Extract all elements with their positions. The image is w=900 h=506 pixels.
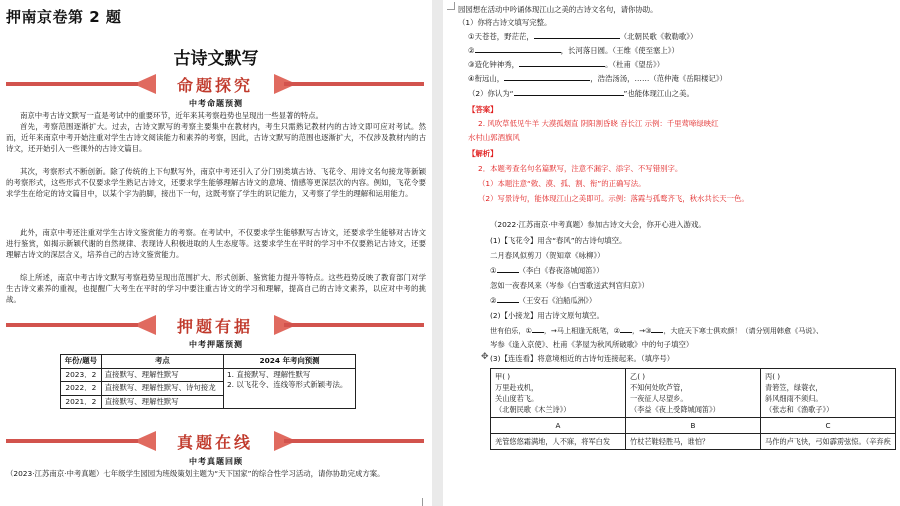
fill-line-5 <box>468 88 900 99</box>
subtitle-forecast: 中考押题预测 <box>189 340 243 349</box>
table-cell-point: 直接默写、理解性默写、诗句接龙 <box>101 382 223 396</box>
banner-online-text: 真题在线 <box>176 433 253 452</box>
match-poem: 不知何处吹芦管， 一夜征人尽望乡。 （李益《夜上受降城闻笛》） <box>630 383 720 414</box>
table-row <box>491 418 896 434</box>
fill-line-2 <box>468 45 900 56</box>
fill-line-1 <box>468 31 900 42</box>
blank[interactable] <box>651 325 663 333</box>
banner-proposition-text: 命题探究 <box>176 76 253 95</box>
example-line-2: 忽如一夜春风来（岑参《白雪歌送武判官归京》） <box>490 281 649 290</box>
blank[interactable] <box>532 325 544 333</box>
fill-line-6 <box>490 265 900 276</box>
text: ①天苍苍，野茫茫， <box>468 32 534 41</box>
move-handle-icon[interactable]: ✥ <box>481 352 489 362</box>
forecast-item: 1. 直接默写、理解性默写 <box>226 369 311 379</box>
match-label: 乙( ) <box>630 372 646 381</box>
paragraph-question: （2023·江苏南京·中考真题）七年级学生园园为班级策划主题为“天下国家”的综合性学习活动，请你协助完成方案。 <box>6 469 385 478</box>
question-2-intro: （2022·江苏南京·中考真题）参加古诗文大会，你开心进入游戏。 <box>490 220 706 229</box>
text: ，→ <box>632 326 646 335</box>
text: ③造化钟神秀， <box>468 60 519 69</box>
blank[interactable] <box>497 265 519 273</box>
forecast-item: 2. 以飞花令、连线等形式新颖考法。 <box>226 380 348 389</box>
exam-table <box>60 354 356 409</box>
answer-tag <box>468 104 900 115</box>
subtitle-review: 中考真题回顾 <box>189 457 243 466</box>
table-cell-year: 2021．2 <box>61 395 102 409</box>
blank[interactable] <box>497 295 519 303</box>
text: ”也能体现江山之美。 <box>623 89 694 98</box>
example-line-1: 二月春风似剪刀（贺知章《咏柳》） <box>490 251 605 260</box>
paragraph-1: 南京中考古诗文默写一直是考试中的重要环节，近年来其考察趋势也呈现出一些显著的特点。 <box>20 111 324 120</box>
answer-text: 2. 风吹草低见牛羊 大漠孤烟直 阴阳割昏晓 吞长江 示例：千里莺啼绿映红 <box>478 119 719 128</box>
table-row <box>61 368 356 382</box>
text: ① <box>525 326 532 335</box>
match-table <box>490 368 896 450</box>
page-title: 古诗文默写 <box>173 49 259 69</box>
match-cell-top <box>626 369 761 418</box>
text: ，→马上相逢无纸笔， <box>543 326 614 335</box>
match-poem: 万里赴戎机， 关山度若飞。 （北朝民歌《木兰诗》） <box>495 383 571 414</box>
text: 世有伯乐， <box>490 326 526 335</box>
text: ① <box>490 266 497 275</box>
match-option: 马作的卢飞快，弓如霹雳弦惊。（辛弃疾 <box>761 434 896 450</box>
question-2-part-1: (1)【飞花令】用含“春风”的古诗句填空。 <box>490 236 627 245</box>
margin-mark <box>422 498 430 506</box>
match-option: 竹杖芒鞋轻胜马，谁怕？ <box>626 434 761 450</box>
question-part-1: （1）你将古诗文填写完整。 <box>458 18 552 27</box>
question-intro: 园园想在活动中吟诵体现江山之美的古诗文名句，请你协助。 <box>458 5 658 14</box>
text: ② <box>468 46 475 55</box>
table-header: 年份/题号 <box>61 355 102 369</box>
banner-basis-text: 押题有据 <box>176 317 253 336</box>
text: ，长河落日圆。（王维《使至塞上》） <box>560 46 679 55</box>
subtitle-prediction: 中考命题预测 <box>189 99 243 108</box>
table-header: 2024 年考向预测 <box>223 355 355 369</box>
analysis-line-2: （1）本题注意“敕、漠、孤、割、衔”的正确写法。 <box>478 179 646 188</box>
match-cell-top <box>491 369 626 418</box>
match-label: 丙( ) <box>765 372 781 381</box>
text: （李白《春夜洛城闻笛》） <box>518 266 604 275</box>
match-cell-top <box>761 369 896 418</box>
match-option: 羌管悠悠霜满地，人不寐，将军白发 <box>491 434 626 450</box>
paragraph-5: 综上所述，南京中考古诗文默写考察趋势呈现出范围扩大、形式创新、鉴赏能力提升等特点。这些趋势反映了教育部门对学生古诗文素养的重视，也提醒广大考生在平时的学习中要注重古诗文的学习和理解，提高自己的古诗文素养，以应对中考的挑战。 <box>6 273 426 305</box>
banner-basis <box>6 315 424 335</box>
banner-online <box>6 431 424 451</box>
left-page <box>0 0 432 506</box>
question-2-part-3: (3)【连连看】将意境相近的古诗句连接起来。（填序号） <box>490 354 675 363</box>
blank[interactable] <box>534 31 620 39</box>
chain-line-2: 岑参《逢入京使》、杜甫《茅屋为秋风所破歌》中的句子填空） <box>490 340 694 349</box>
fill-line-4 <box>468 73 900 84</box>
match-poem: 青箬笠，绿蓑衣， 斜风细雨不须归。 （张志和《渔歌子》） <box>765 383 834 414</box>
paragraph-4: 此外，南京中考还注重对学生古诗文鉴赏能力的考察。在考试中，不仅要求学生能够默写古诗文，还要求学生能够对古诗文进行鉴赏，如揭示新颖代谢的自然规律、表现诗人积极进取的人生态度等。这要求学生在平时的学习中不仅要熟记古诗文，还要理解古诗文的深层含义，培养自己的古诗文鉴赏能力。 <box>6 228 426 260</box>
table-cell-point: 直接默写、理解性默写 <box>101 368 223 382</box>
text: 。（杜甫《望岳》） <box>604 60 665 69</box>
text: ② <box>613 326 621 335</box>
table-cell-point: 直接默写、理解性默写 <box>101 395 223 409</box>
text: （北朝民歌《敕勒歌》） <box>619 32 698 41</box>
match-label: 甲( ) <box>495 372 511 381</box>
analysis-label: 【解析】 <box>468 149 498 158</box>
text: （王安石《泊船瓜洲》） <box>518 296 597 305</box>
match-letter: B <box>626 418 761 434</box>
fill-line-7 <box>490 295 900 306</box>
question-2-part-2: (2)【小接龙】用古诗文原句填空。 <box>490 311 604 320</box>
table-cell-year: 2022．2 <box>61 382 102 396</box>
table-row <box>491 434 896 450</box>
text: （2）你认为“ <box>468 89 514 98</box>
paragraph-2: 首先，考察范围逐渐扩大。过去，古诗文默写的考察主要集中在教材内，考生只需熟记教材内的古诗文即可应对考试。然而，近年来南京中考开始注重对学生古诗文阅读能力和素养的考察，因此，古诗文默写的范围也逐渐扩大，不仅涉及教材内的古诗文，还开始引入一些课外的古诗文篇目。 <box>6 122 426 154</box>
paragraph-3: 其次，考察形式不断创新。除了传统的上下句默写外，南京中考还引入了分门别类填古诗、飞花令、用诗文名句接龙等新颖的考察形式，这些形式不仅要求学生熟记古诗文，还要求学生能够理解古诗文的意境、情感等更深层次的内容。例如，飞花令要求学生在给定的诗文篇目中，以某个字为韵脚，接出下一句，这既考察了学生的识记能力，又考察了学生的理解和运用能力。 <box>6 167 426 199</box>
answer-label: 【答案】 <box>468 105 498 114</box>
match-letter: A <box>491 418 626 434</box>
banner-proposition <box>6 74 424 94</box>
table-cell-forecast <box>223 368 355 409</box>
text: ，浩浩汤汤，……（范仲淹《岳阳楼记》） <box>590 74 727 83</box>
analysis-line-1: 2．本题考查名句名篇默写，注意不漏字、添字、不写错别字。 <box>478 164 683 173</box>
margin-mark <box>447 2 455 10</box>
text: ，大庇天下寒士俱欢颜！（请分别用韩愈《马说》、 <box>663 326 824 335</box>
blank[interactable] <box>620 325 632 333</box>
match-letter: C <box>761 418 896 434</box>
blank[interactable] <box>475 45 561 53</box>
answer-text-continued: 水村山郭酒旗风 <box>468 133 520 142</box>
text: ④衔远山， <box>468 74 505 83</box>
doc-header: 押南京卷第 2 题 <box>6 8 122 26</box>
analysis-tag <box>468 148 900 159</box>
blank[interactable] <box>514 88 624 96</box>
table-cell-year: 2023．2 <box>61 368 102 382</box>
table-header: 考点 <box>101 355 223 369</box>
blank[interactable] <box>519 59 605 67</box>
chain-line <box>490 325 900 336</box>
text: ③ <box>645 326 652 335</box>
fill-line-3 <box>468 59 900 70</box>
blank[interactable] <box>504 73 590 81</box>
analysis-line-3: （2）写景诗句，能体现江山之美即可。示例：落霞与孤鹜齐飞，秋水共长天一色。 <box>478 194 749 203</box>
table-row <box>491 369 896 418</box>
text: ② <box>490 296 497 305</box>
